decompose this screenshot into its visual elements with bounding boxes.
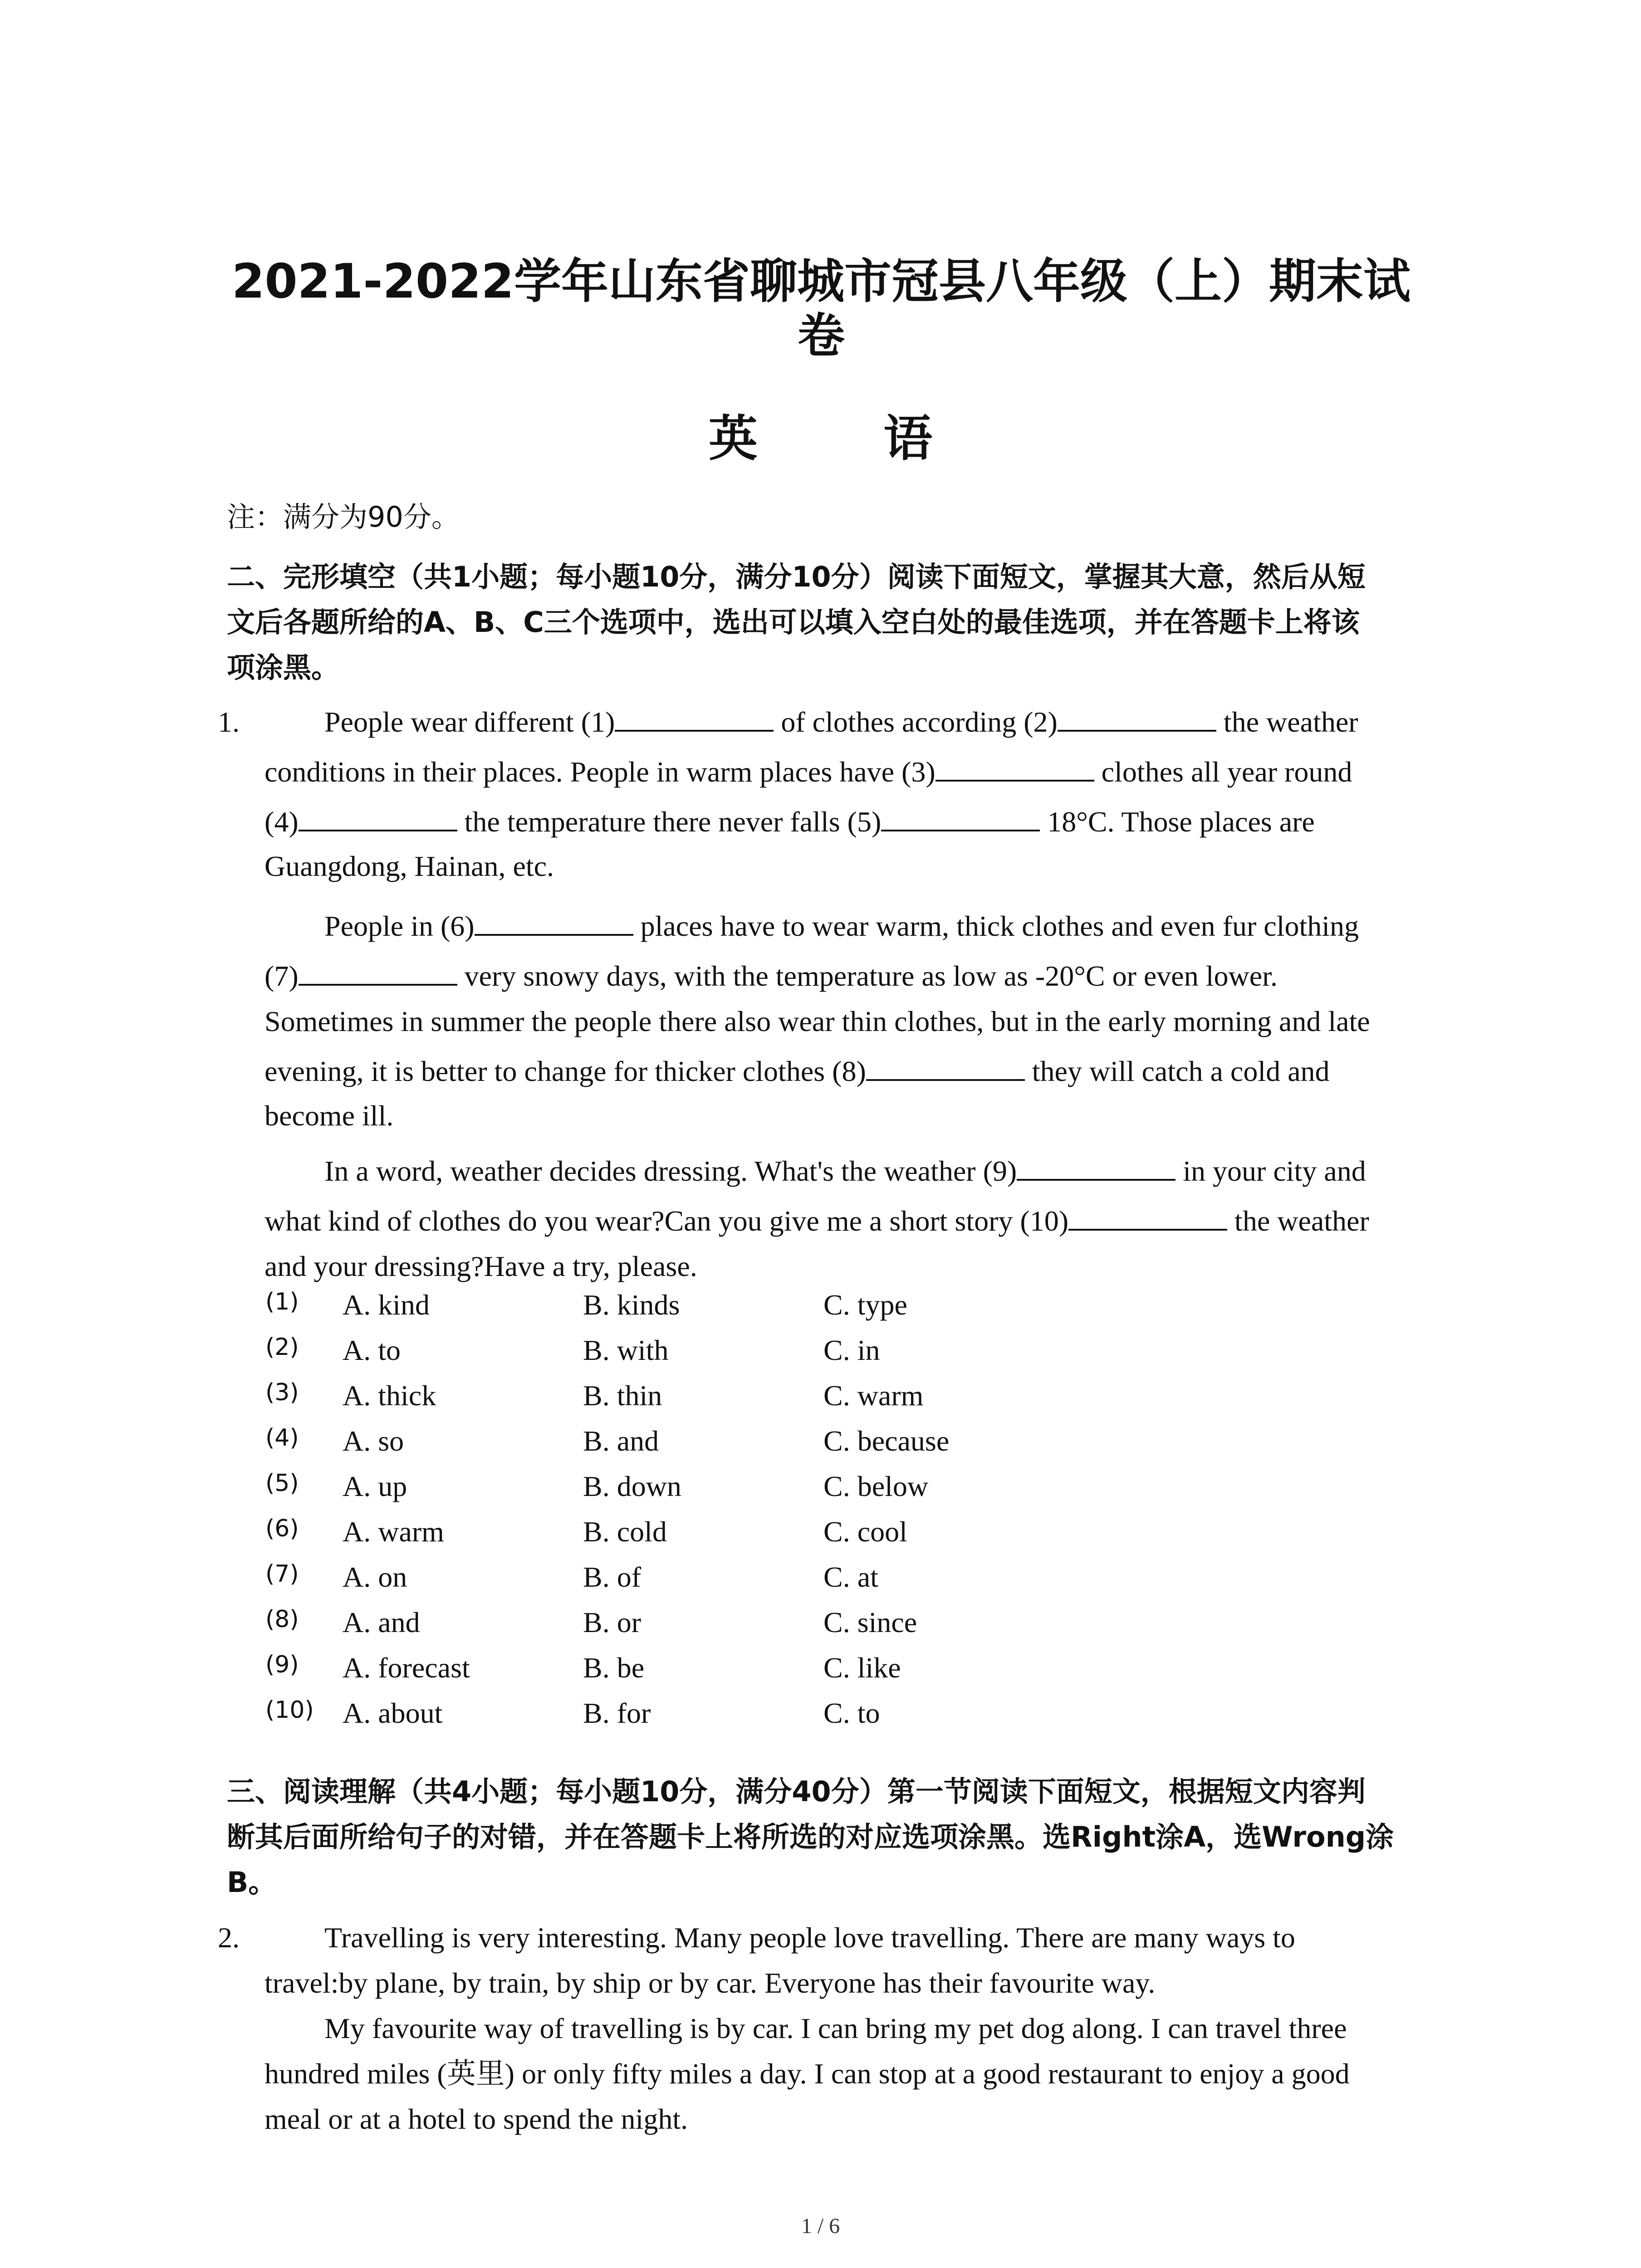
section2-instructions-line2: 文后各题所给的A、B、C三个选项中，选出可以填入空白处的最佳选项，并在答题卡上将该 [227,606,1360,639]
option-c: C. since [823,1606,917,1638]
q2-line: meal or at a hotel to spend the night. [265,2103,688,2135]
section3-instructions-line1: 三、阅读理解（共4小题；每小题10分，满分40分）第一节阅读下面短文，根据短文内容判 [227,1775,1366,1808]
option-b: B. of [583,1561,641,1593]
q1-passage-line [324,699,1358,746]
answer-blank [299,957,457,986]
option-number: (8) [265,1606,299,1633]
option-a: A. up [343,1470,407,1502]
passage-text: the weather [1227,1205,1369,1237]
section3-instructions-line3: B。 [227,1866,277,1899]
subject-heading: 英 语 [708,411,987,467]
option-b: B. with [583,1334,669,1366]
option-a: A. kind [343,1289,430,1321]
option-c: C. at [823,1561,878,1593]
passage-text: People wear different (1) [324,706,615,738]
option-b: B. for [583,1697,651,1729]
option-a: A. thick [343,1379,436,1412]
passage-text: and your dressing?Have a try, please. [265,1250,697,1282]
passage-text: the weather [1216,706,1358,738]
option-c: C. to [823,1697,880,1729]
q2-line: travel:by plane, by train, by ship or by car. Everyone has their favourite way. [265,1967,1156,1999]
passage-text: become ill. [265,1100,394,1132]
option-number: (9) [265,1651,299,1678]
answer-blank [615,703,774,732]
option-b: B. down [583,1470,681,1502]
score-note: 注：满分为90分。 [227,500,460,533]
option-a: A. on [343,1561,407,1593]
answer-blank [881,802,1040,831]
section2-instructions-line1: 二、完形填空（共1小题；每小题10分，满分10分）阅读下面短文，掌握其大意，然后从短 [227,560,1366,593]
passage-text: what kind of clothes do you wear?Can you give me a short story (10) [265,1205,1069,1237]
option-number: (5) [265,1470,299,1497]
option-a: A. so [343,1425,404,1457]
option-a: A. to [343,1334,401,1366]
passage-text: very snowy days, with the temperature as low as -20°C or even lower. [457,960,1278,992]
option-c: C. in [823,1334,880,1366]
option-c: C. like [823,1652,901,1684]
passage-text: of clothes according (2) [774,706,1058,738]
exam-title-line2: 卷 [797,308,845,363]
q1-passage-line [265,843,554,890]
q2-line: Travelling is very interesting. Many people love travelling. There are many ways to [324,1921,1295,1954]
question-number: 1. [218,706,240,738]
q1-passage-line [265,1092,393,1139]
q1-passage-line [265,1198,1369,1245]
answer-blank [1058,703,1216,732]
q1-passage-line [265,1243,697,1290]
section2-instructions-line3: 项涂黑。 [227,651,340,684]
q1-passage-line [265,798,1315,846]
option-b: B. cold [583,1515,667,1548]
option-c: C. type [823,1289,907,1321]
q1-passage-line [324,1148,1366,1195]
q1-passage-line [265,998,1370,1045]
option-number: (2) [265,1334,299,1361]
answer-blank [866,1052,1025,1081]
passage-text: places have to wear warm, thick clothes and even fur clothing [633,910,1359,942]
passage-text: Guangdong, Hainan, etc. [265,850,554,882]
option-b: B. kinds [583,1289,680,1321]
question-number: 2. [218,1921,240,1954]
q1-passage-line [324,903,1359,950]
option-a: A. warm [343,1515,444,1548]
option-c: C. below [823,1470,929,1502]
option-b: B. or [583,1606,641,1638]
q1-passage-line [265,1048,1330,1095]
passage-text: In a word, weather decides dressing. What's the weather (9) [324,1155,1017,1187]
answer-blank [1068,1202,1227,1231]
passage-text: 18°C. Those places are [1040,806,1315,838]
answer-blank [475,907,633,936]
answer-blank [1017,1152,1176,1181]
option-number: (3) [265,1379,299,1406]
option-number: (10) [265,1696,314,1724]
option-b: B. thin [583,1379,662,1412]
option-number: (4) [265,1424,299,1452]
option-number: (1) [265,1288,299,1315]
option-a: A. about [343,1697,443,1729]
option-c: C. cool [823,1515,907,1548]
option-c: C. because [823,1425,950,1457]
section3-instructions-line2: 断其后面所给句子的对错，并在答题卡上将所选的对应选项涂黑。选Right涂A，选Wrong涂 [227,1820,1394,1853]
passage-text: they will catch a cold and [1024,1055,1330,1087]
option-a: A. forecast [343,1652,470,1684]
answer-blank [299,802,457,831]
q2-line: hundred miles (英里) or only fifty miles a day. I can stop at a good restaurant to enjoy a good [265,2058,1350,2090]
answer-blank [936,753,1094,782]
passage-text: evening, it is better to change for thicker clothes (8) [265,1055,866,1087]
page-number: 1 / 6 [801,2214,840,2238]
passage-text: the temperature there never falls (5) [457,806,882,838]
option-c: C. warm [823,1379,924,1412]
passage-text: (7) [265,960,299,992]
passage-text: Sometimes in summer the people there also wear thin clothes, but in the early morning and late [265,1005,1370,1037]
option-b: B. be [583,1652,645,1684]
exam-title-line1: 2021-2022学年山东省聊城市冠县八年级（上）期末试 [231,254,1411,309]
q1-passage-line [265,953,1278,1000]
option-number: (7) [265,1560,299,1588]
q2-line: My favourite way of travelling is by car. I can bring my pet dog along. I can travel three [324,2012,1347,2044]
option-a: A. and [343,1606,420,1638]
option-b: B. and [583,1425,659,1457]
passage-text: People in (6) [324,910,475,942]
option-number: (6) [265,1515,299,1542]
passage-text: in your city and [1176,1155,1366,1187]
passage-text: (4) [265,806,299,838]
passage-text: conditions in their places. People in warm places have (3) [265,756,936,788]
q1-passage-line [265,748,1352,796]
passage-text: clothes all year round [1094,756,1352,788]
